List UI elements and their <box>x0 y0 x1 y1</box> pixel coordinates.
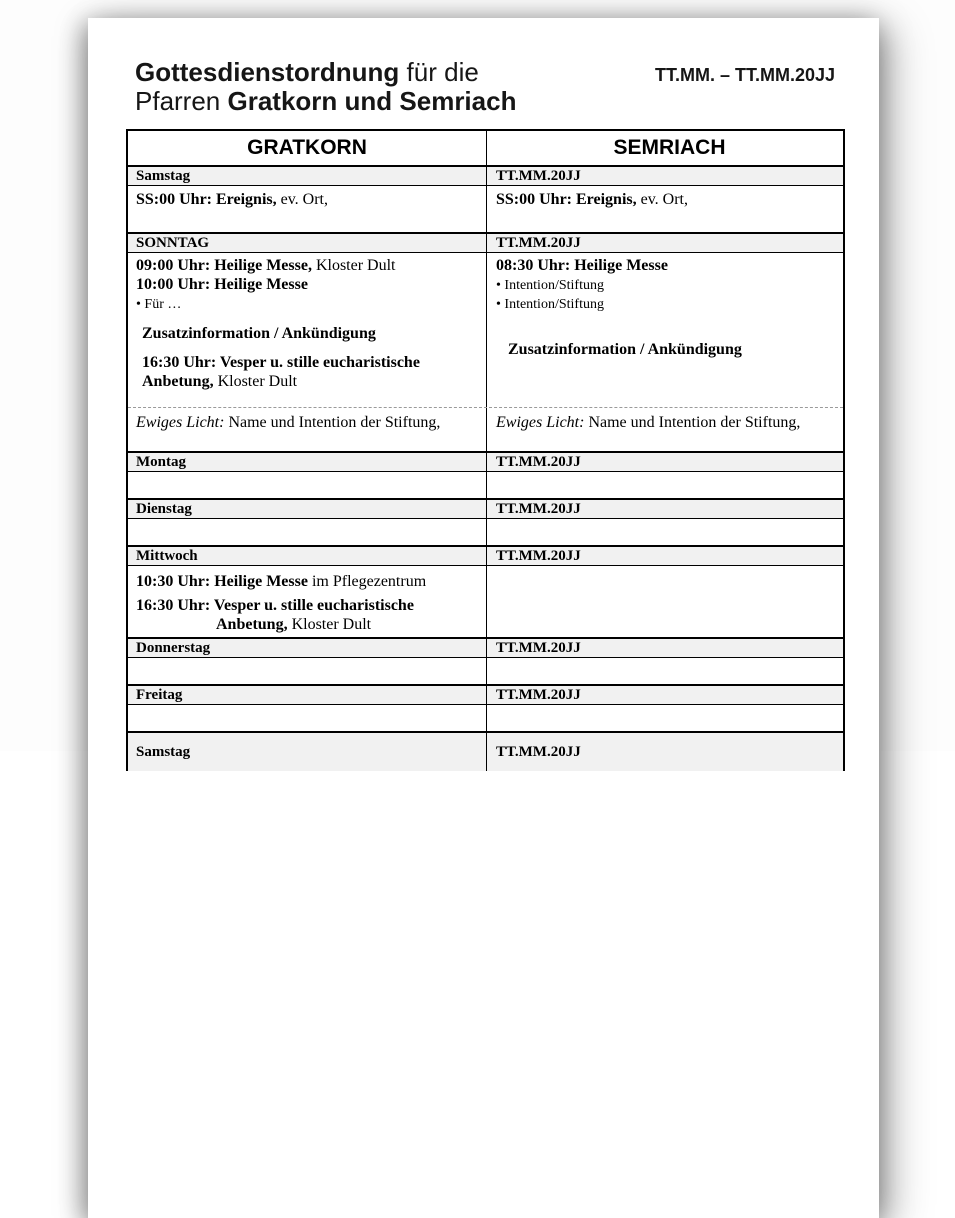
empty-content-row <box>128 658 843 684</box>
sunday-gratkorn-cell <box>128 253 487 407</box>
mass-entry-1 <box>136 256 486 275</box>
saturday-event-semriach <box>487 186 843 232</box>
mass-time-bold: 09:00 Uhr: Heilige Messe, <box>136 257 312 274</box>
day-label: Samstag <box>136 743 191 760</box>
vesper-bold: Anbetung, <box>142 373 214 390</box>
wednesday-gratkorn-cell <box>128 566 487 637</box>
title-line-2 <box>135 87 516 116</box>
day-row-dienstag <box>128 498 843 519</box>
event-time-bold: SS:00 Uhr: Ereignis, <box>496 191 637 208</box>
title-row <box>126 58 845 116</box>
announcement-line: Zusatzinformation / Ankündigung <box>142 325 376 342</box>
title-line1-rest: für die <box>399 57 479 87</box>
day-row-samstag <box>128 165 843 186</box>
event-rest: ev. Ort, <box>636 191 688 208</box>
sunday-content-row <box>128 253 843 407</box>
title-main-bold: Gottesdienstordnung <box>135 57 400 87</box>
vesper-line-2 <box>216 615 486 634</box>
ewiges-licht-row <box>128 407 843 451</box>
mass-entry-2: 10:00 Uhr: Heilige Messe <box>136 276 308 293</box>
ewiges-licht-text: Name und Intention der Stiftung, <box>584 414 801 431</box>
saturday-event-row <box>128 186 843 232</box>
date-range: TT.MM. – TT.MM.20JJ <box>654 65 835 85</box>
day-label: Donnerstag <box>136 639 211 656</box>
empty-content-row <box>128 519 843 545</box>
wednesday-content-row <box>128 566 843 637</box>
intention-bullet-line <box>496 277 843 294</box>
vesper-location: Kloster Dult <box>213 373 298 390</box>
date-placeholder: TT.MM.20JJ <box>496 167 581 184</box>
day-row-montag <box>128 451 843 472</box>
document-title <box>135 58 516 116</box>
date-placeholder: TT.MM.20JJ <box>496 743 581 760</box>
empty-content-row <box>128 705 843 731</box>
event-time-bold: SS:00 Uhr: Ereignis, <box>136 191 277 208</box>
bullet-text: Für … <box>140 297 182 312</box>
bullet-icon: • <box>136 297 141 312</box>
ewiges-licht-gratkorn <box>128 408 487 451</box>
day-row-freitag <box>128 684 843 705</box>
mass-entry-1 <box>136 572 486 591</box>
day-label: Samstag <box>136 167 191 184</box>
ewiges-licht-semriach <box>487 408 843 451</box>
column-header-gratkorn: GRATKORN <box>128 131 487 165</box>
date-placeholder: TT.MM.20JJ <box>496 234 581 251</box>
day-row-mittwoch <box>128 545 843 566</box>
bullet-text: Intention/Stiftung <box>500 297 604 312</box>
wednesday-semriach-cell <box>487 566 843 637</box>
bullet-text: Intention/Stiftung <box>500 278 604 293</box>
column-header-semriach: SEMRIACH <box>613 136 726 159</box>
day-row-samstag-2 <box>128 731 843 771</box>
saturday-event-gratkorn <box>128 186 487 232</box>
vesper-line-1: 16:30 Uhr: Vesper u. stille eucharistische <box>142 354 420 371</box>
date-placeholder: TT.MM.20JJ <box>496 547 581 564</box>
date-placeholder: TT.MM.20JJ <box>496 639 581 656</box>
ewiges-licht-label: Ewiges Licht: <box>136 414 225 431</box>
title-line2-pre: Pfarren <box>135 86 228 116</box>
title-line-1 <box>135 58 516 87</box>
vesper-bold: Anbetung, <box>216 616 288 633</box>
day-row-donnerstag <box>128 637 843 658</box>
intention-bullet-line <box>136 296 486 313</box>
day-row-sonntag <box>128 232 843 253</box>
day-label: Freitag <box>136 686 183 703</box>
bullet-icon: • <box>496 297 501 312</box>
mass-entry-1: 08:30 Uhr: Heilige Messe <box>496 257 668 274</box>
mass-location: Kloster Dult <box>311 257 396 274</box>
date-placeholder: TT.MM.20JJ <box>496 453 581 470</box>
intention-bullet-line <box>496 296 843 313</box>
vesper-line-2 <box>142 372 486 391</box>
empty-content-row <box>128 472 843 498</box>
day-label: Dienstag <box>136 500 192 517</box>
mass-time-bold: 10:30 Uhr: Heilige Messe <box>136 573 308 590</box>
announcement-line: Zusatzinformation / Ankündigung <box>508 341 742 358</box>
vesper-location: Kloster Dult <box>287 616 372 633</box>
sunday-semriach-cell <box>487 253 843 407</box>
table-header-row <box>128 131 843 165</box>
parish-names-bold: Gratkorn und Semriach <box>227 86 517 116</box>
day-label: Mittwoch <box>136 547 198 564</box>
ewiges-licht-text: Name und Intention der Stiftung, <box>224 414 441 431</box>
vesper-line-1: 16:30 Uhr: Vesper u. stille eucharistische <box>136 597 414 614</box>
schedule-table <box>126 129 845 771</box>
document-page <box>88 18 879 1218</box>
ewiges-licht-label: Ewiges Licht: <box>496 414 585 431</box>
date-placeholder: TT.MM.20JJ <box>496 500 581 517</box>
mass-location: im Pflegezentrum <box>307 573 427 590</box>
event-rest: ev. Ort, <box>276 191 328 208</box>
bullet-icon: • <box>496 278 501 293</box>
date-placeholder: TT.MM.20JJ <box>496 686 581 703</box>
day-label: SONNTAG <box>136 234 210 251</box>
day-label: Montag <box>136 453 186 470</box>
